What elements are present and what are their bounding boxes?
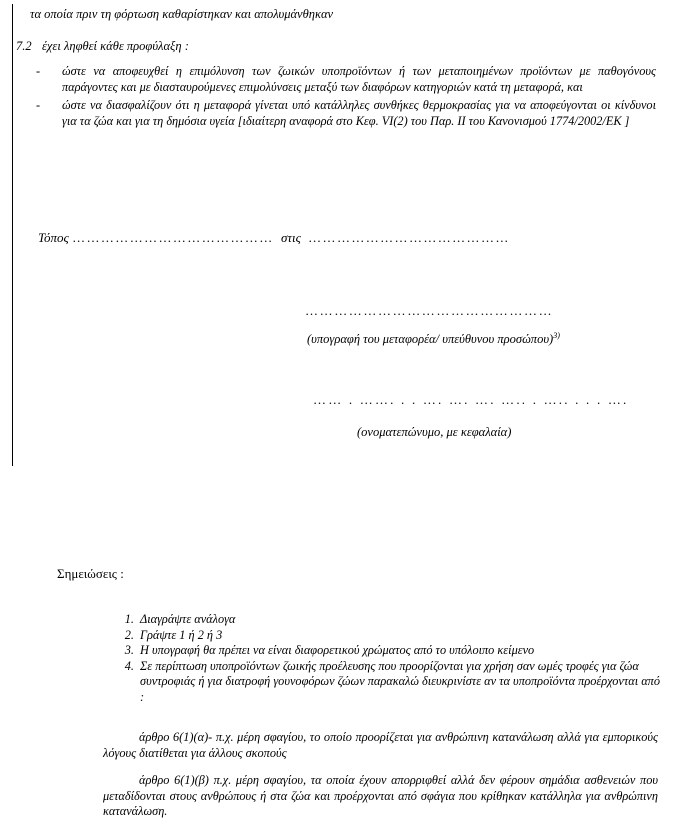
note-text: Διαγράψτε ανάλογα — [140, 612, 236, 626]
note-index: 4. — [124, 658, 134, 673]
place-label: Τόπος — [38, 230, 69, 245]
bullet-marker: - — [36, 98, 41, 113]
note-index: 2. — [124, 627, 134, 642]
note-paragraph-article-6-1-a — [103, 730, 658, 761]
clause-7-2 — [16, 38, 616, 54]
note-index: 3. — [124, 643, 134, 658]
bullet-text: ώστε να αποφευχθεί η επιμόλυνση των ζωικών υποπροϊόντων ή των μεταποιημένων προϊόντων με παθογόνους παράγοντες και με διασταυρούμενες επιμολύνσεις μεταξύ των διαφόρων κατηγοριών κατά τη μεταφορά, και — [62, 64, 656, 94]
bullet-item — [36, 64, 656, 95]
name-fill-dots: …… . ……. . . …. …. …. ….. . ….. . . . …. — [313, 392, 629, 407]
place-fill-dots: …………………………………… — [72, 230, 274, 245]
signature-caption-footnote-marker: 3) — [553, 331, 560, 340]
signature-caption — [307, 331, 560, 347]
note-item — [100, 643, 660, 659]
note-text: Γράψτε 1 ή 2 ή 3 — [140, 627, 223, 642]
article-text: π.χ. μέρη σφαγίου, το οποίο προορίζεται για ανθρώπινη κατανάλωση αλλά για εμπορικούς λόγους διατίθεται για άλλους σκοπούς — [103, 730, 659, 760]
note-text: Σε περίπτωση υποπροϊόντων ζωικής προέλευσης που προορίζονται για χρήση σαν ωμές τροφές για ζώα συντροφιάς ή για διατροφή γουνοφόρων ζώων παρακαλώ διευκρινίστε αν τα υποπροϊόντα προέρχονται από : — [140, 658, 660, 704]
left-margin-rule — [12, 4, 13, 466]
intro-line: τα οποία πριν τη φόρτωση καθαρίστηκαν και απολυμάνθηκαν — [30, 7, 334, 21]
article-label: άρθρο 6(1)(β) — [139, 773, 209, 787]
note-item — [100, 628, 660, 644]
bullet-list — [36, 64, 656, 132]
note-text: Η υπογραφή θα πρέπει να είναι διαφορετικού χρώματος από το υπόλοιπο κείμενο — [140, 643, 535, 658]
article-label: άρθρο 6(1)(α)- — [139, 730, 213, 744]
notes-title: Σημειώσεις : — [57, 566, 124, 581]
signature-fill-dots: …………………………………………… — [305, 303, 554, 318]
name-caption: (ονοματεπώνυμο, με κεφαλαία) — [357, 425, 512, 439]
signature-caption-text: (υπογραφή του μεταφορέα/ υπεύθυνου προσώπου) — [307, 332, 554, 347]
note-item — [100, 659, 660, 706]
clause-number: 7.2 — [16, 39, 32, 53]
note-item — [100, 612, 660, 628]
date-label: στις — [280, 230, 301, 245]
note-index: 1. — [124, 612, 134, 626]
date-fill-dots: …………………………………… — [308, 230, 510, 245]
note-paragraph-article-6-1-b — [103, 773, 658, 820]
article-text: π.χ. μέρη σφαγίου, τα οποία έχουν απορριφθεί αλλά δεν φέρουν σημάδια ασθενειών που μεταδίδονται στους ανθρώπους ή στα ζώα και προέρχονται από σφάγια που κρίθηκαν κατάλληλα για ανθρώπινη κατανάλωση. — [103, 773, 658, 819]
bullet-item — [36, 98, 656, 129]
bullet-text: ώστε να διασφαλίζουν ότι η μεταφορά γίνεται υπό κατάλληλες συνθήκες θερμοκρασίας για να αποφεύγονται οι κίνδυνοι για τα ζώα και για τη δημόσια υγεία [ιδιαίτερη αναφορά στο Κεφ. VI(2) του Παρ. II του Κανονισμού 1774/2002/ΕΚ ] — [62, 98, 656, 128]
notes-list — [100, 612, 660, 706]
bullet-marker: - — [36, 64, 41, 78]
clause-text: έχει ληφθεί κάθε προφύλαξη : — [42, 39, 189, 53]
place-and-date-line — [38, 230, 510, 246]
